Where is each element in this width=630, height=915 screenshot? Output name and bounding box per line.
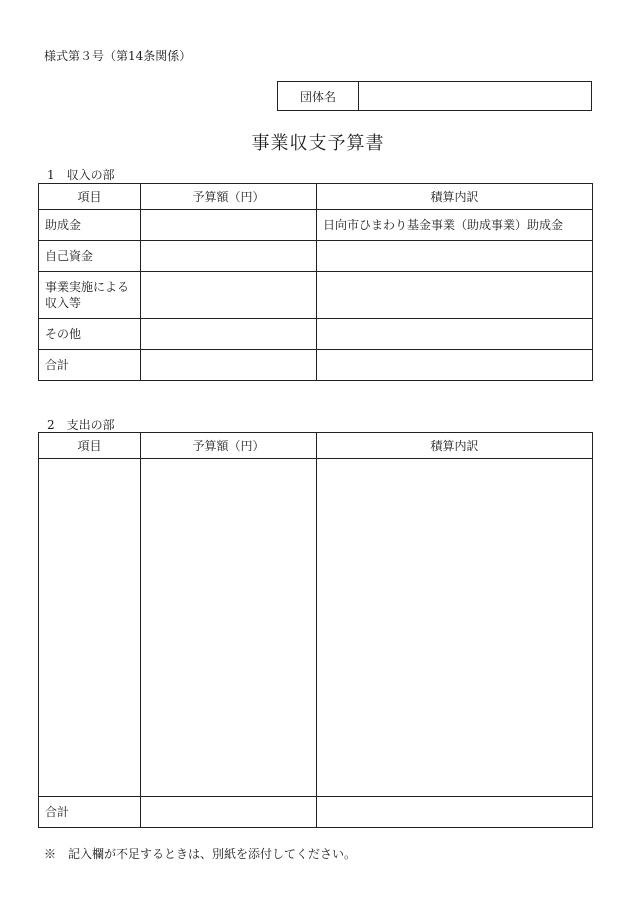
table-row — [39, 272, 593, 319]
header-item: 項目 — [39, 184, 141, 210]
organization-box — [277, 81, 592, 111]
footnote: ※ 記入欄が不足するときは、別紙を添付してください。 — [44, 847, 357, 861]
header-breakdown: 積算内訳 — [317, 184, 593, 210]
amount-cell[interactable] — [141, 241, 317, 272]
total-breakdown-cell[interactable] — [317, 350, 593, 381]
header-amount: 予算額（円） — [141, 433, 317, 459]
expense-breakdown-cell[interactable] — [317, 459, 593, 797]
row-item: 事業実施による 収入等 — [39, 272, 141, 319]
total-label: 合計 — [39, 350, 141, 381]
breakdown-cell[interactable] — [317, 272, 593, 319]
expense-amount-cell[interactable] — [141, 459, 317, 797]
expense-entry-area — [39, 459, 593, 797]
income-table — [38, 183, 593, 381]
amount-cell[interactable] — [141, 210, 317, 241]
breakdown-cell[interactable] — [317, 319, 593, 350]
amount-cell[interactable] — [141, 272, 317, 319]
total-amount-cell[interactable] — [141, 350, 317, 381]
header-breakdown: 積算内訳 — [317, 433, 593, 459]
income-table-header — [39, 184, 593, 210]
total-amount-cell[interactable] — [141, 797, 317, 828]
total-row — [39, 797, 593, 828]
total-row — [39, 350, 593, 381]
document-title: 事業収支予算書 — [251, 133, 385, 154]
organization-name-field[interactable] — [359, 82, 591, 110]
form-number: 様式第３号（第14条関係） — [44, 49, 192, 63]
table-row — [39, 319, 593, 350]
expense-table-header — [39, 433, 593, 459]
table-row — [39, 210, 593, 241]
income-section-label: 1 収入の部 — [47, 168, 115, 182]
header-item: 項目 — [39, 433, 141, 459]
total-label: 合計 — [39, 797, 141, 828]
expense-table — [38, 432, 593, 828]
organization-label: 団体名 — [278, 82, 359, 110]
breakdown-cell[interactable]: 日向市ひまわり基金事業（助成事業）助成金 — [317, 210, 593, 241]
expense-item-cell[interactable] — [39, 459, 141, 797]
breakdown-cell[interactable] — [317, 241, 593, 272]
row-item: 助成金 — [39, 210, 141, 241]
table-row — [39, 241, 593, 272]
expense-section-label: 2 支出の部 — [47, 418, 115, 432]
row-item: 自己資金 — [39, 241, 141, 272]
total-breakdown-cell[interactable] — [317, 797, 593, 828]
row-item: その他 — [39, 319, 141, 350]
header-amount: 予算額（円） — [141, 184, 317, 210]
amount-cell[interactable] — [141, 319, 317, 350]
